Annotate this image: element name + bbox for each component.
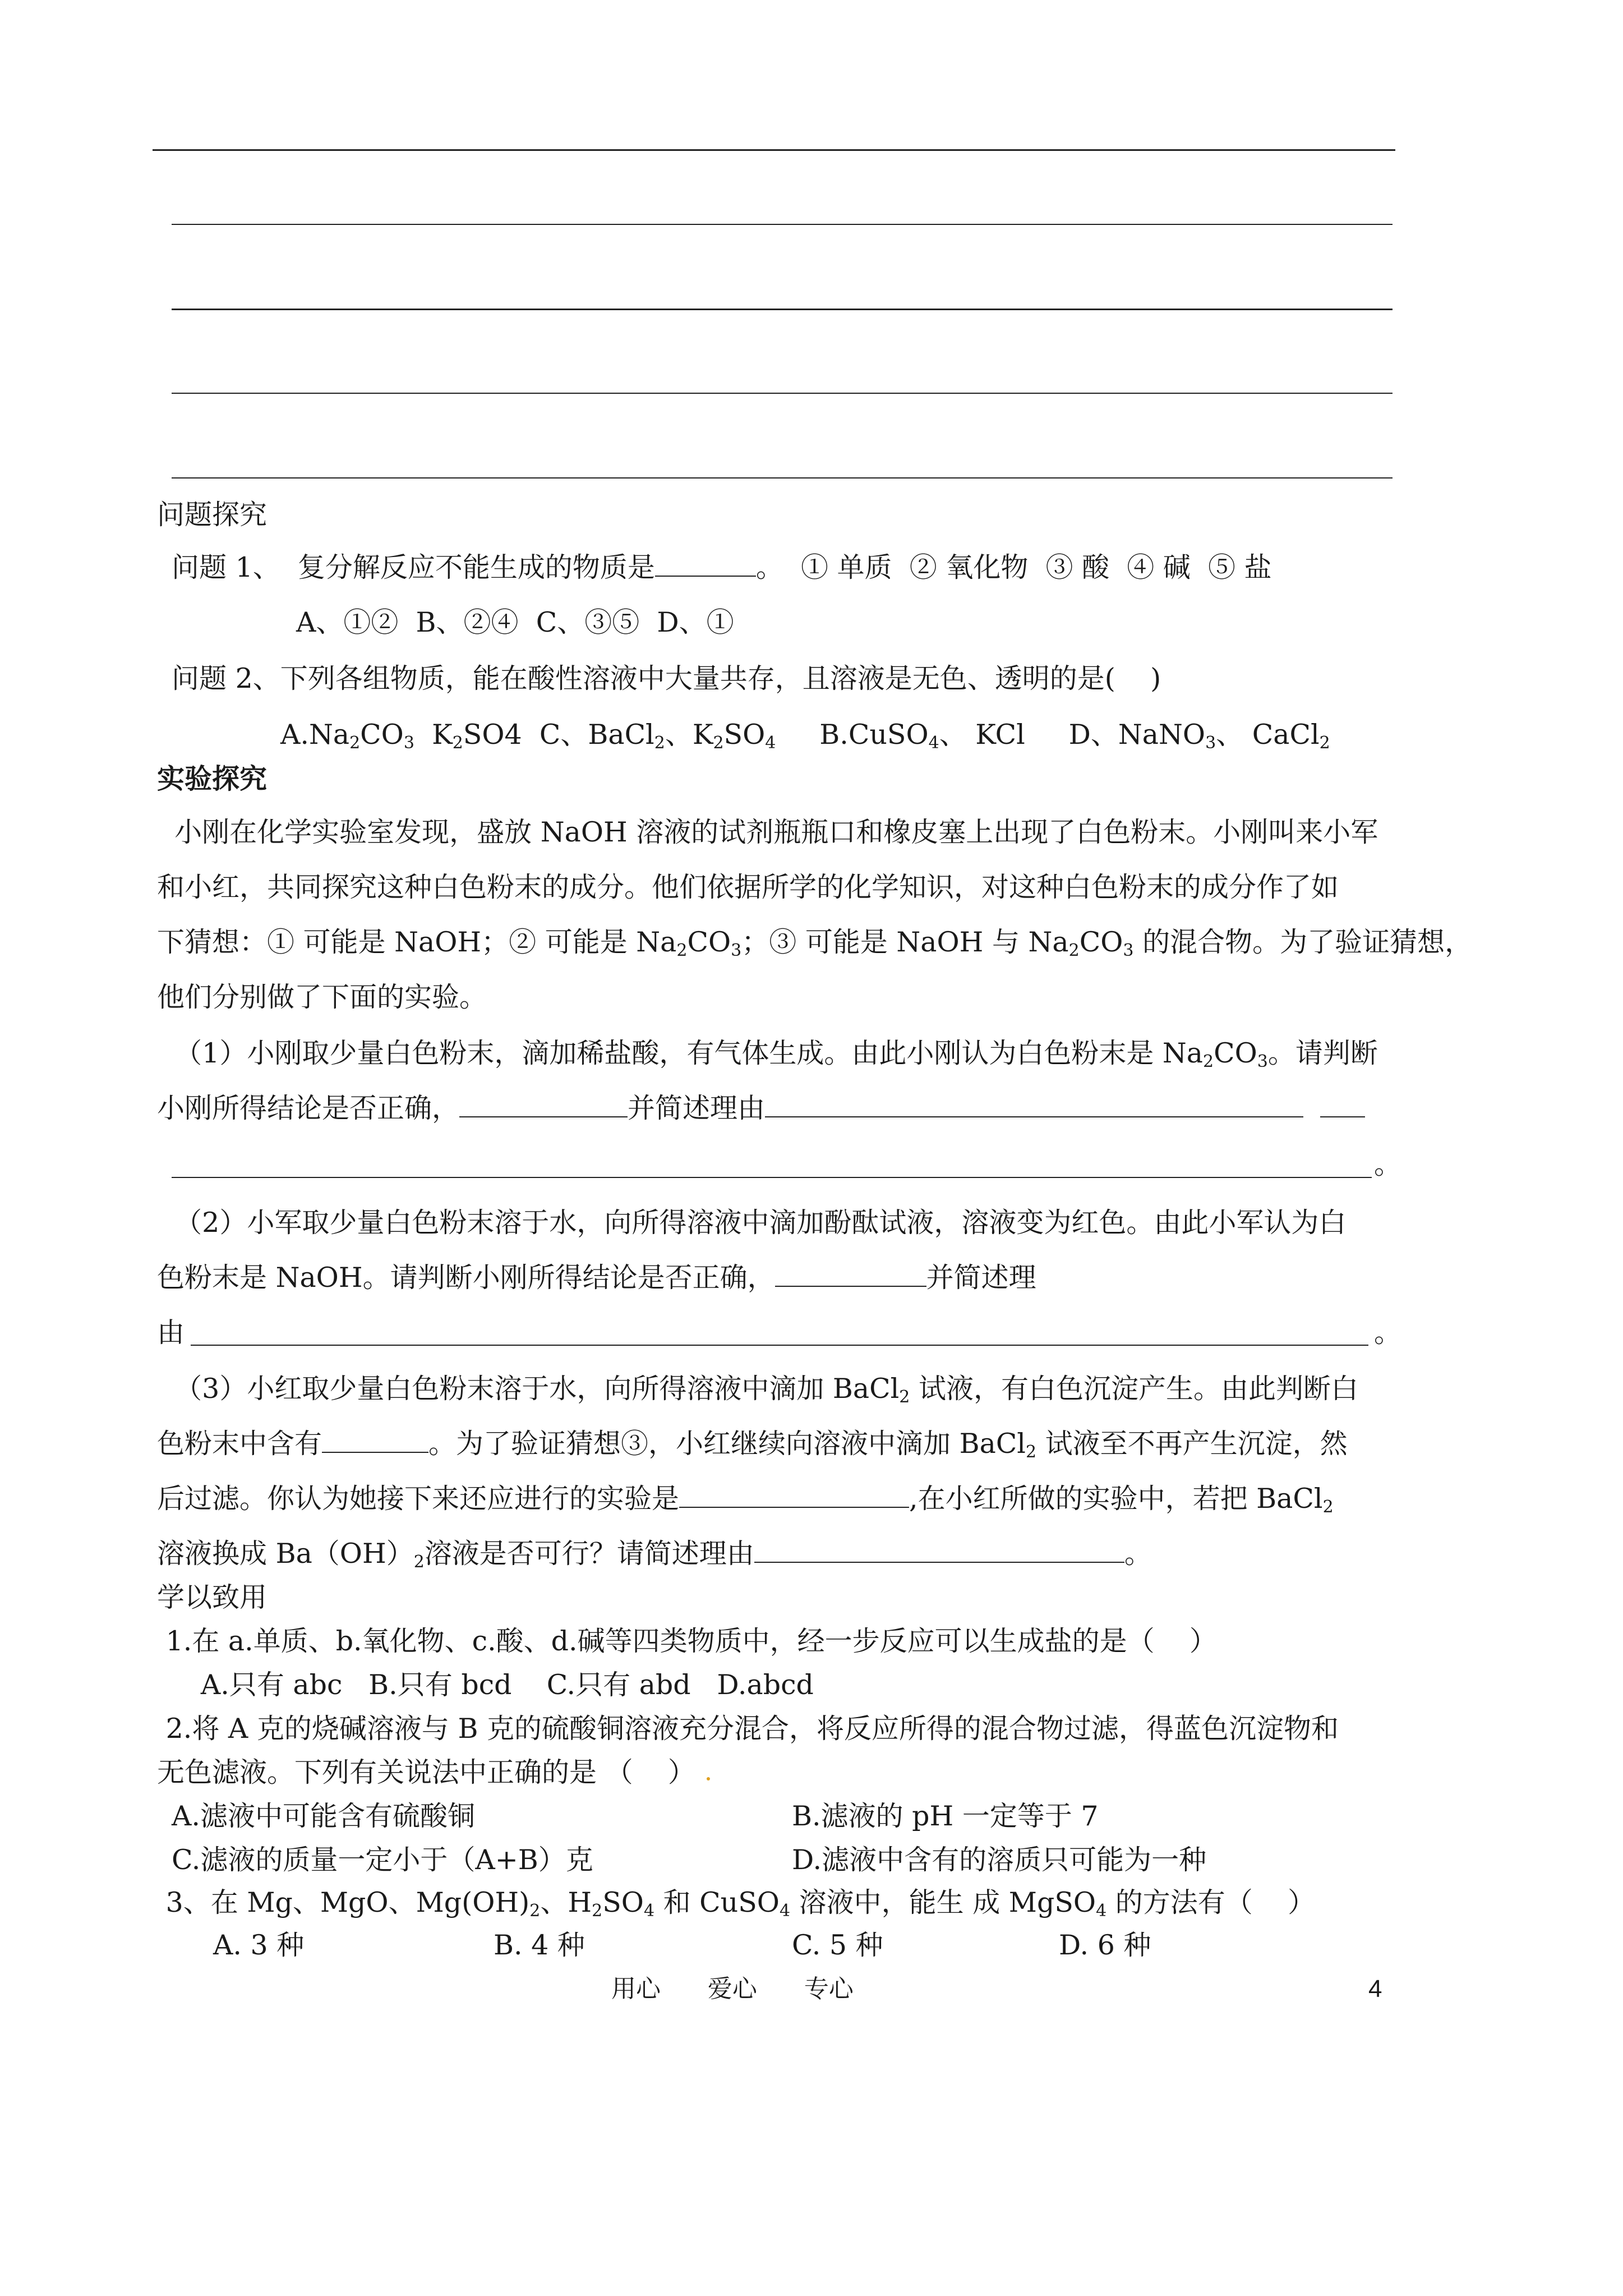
question-2-options: $A.Na_2CO_3$ $K_2SO4$ C、BaCl$_2$、$K_2SO_4$ B.CuSO$_4$、 KCl D、NaNO$_3$、 CaCl$_2$ <box>280 719 1330 753</box>
step-3-line-4: 溶液换成 $Ba(OH)_2$溶液是否可行？请简述理由 。 <box>157 1538 1152 1572</box>
step-1-line-1: （1）小刚取少量白色粉末，滴加稀盐酸，有气体生成。由此小刚认为白色粉末是 $Na_2CO_3$。请判断 <box>157 1037 1378 1071</box>
page-number: 4 <box>1368 1975 1382 2003</box>
step-2-line-2: 色粉末是 NaOH。请判断小刚所得结论是否正确， 并简述理 <box>157 1262 1036 1294</box>
apply-question-2-option-b: B.滤液的 pH 一定等于 7 <box>792 1800 1099 1832</box>
answer-blank[interactable] <box>679 1482 909 1508</box>
answer-line-4 <box>172 477 1393 478</box>
section-heading-experiment: 实验探究 <box>157 762 268 795</box>
apply-question-2-option-c: C.滤液的质量一定小于（A+B）克 <box>172 1844 593 1876</box>
answer-blank[interactable] <box>765 1092 1303 1117</box>
step-2-line-3: 由 <box>157 1317 185 1349</box>
answer-blank[interactable] <box>1320 1092 1365 1117</box>
question-2: 问题 2、下列各组物质，能在酸性溶液中大量共存，且溶液是无色、透明的是( ) <box>172 662 1161 694</box>
step-3-line-1: （3）小红取少量白色粉末溶于水，向所得溶液中滴加 BaCl$_2$ 试液，有白色沉淀产生。由此判断白 <box>157 1373 1358 1407</box>
answer-blank[interactable] <box>754 1537 1124 1563</box>
step-2-answer-line[interactable] <box>191 1345 1368 1346</box>
apply-question-2-option-a: A.滤液中可能含有硫酸铜 <box>172 1800 475 1832</box>
apply-question-3-option-b: B. 4 种 <box>494 1929 585 1961</box>
answer-line-1 <box>172 224 1393 225</box>
answer-blank[interactable] <box>775 1261 926 1287</box>
apply-question-1-options: A.只有 abc B.只有 bcd C.只有 abd D.abcd <box>157 1669 814 1701</box>
section-heading-problem: 问题探究 <box>157 499 268 531</box>
answer-blank[interactable] <box>322 1427 428 1453</box>
step-3-line-2: 色粉末中含有 。为了验证猜想③，小红继续向溶液中滴加 BaCl$_2$ 试液至不再产生沉淀，然 <box>157 1428 1348 1462</box>
apply-question-2-option-d: D.滤液中含有的溶质只可能为一种 <box>792 1844 1207 1876</box>
apply-question-1: 1.在 a.单质、b.氧化物、c.酸、d.碱等四类物质中，经一步反应可以生成盐的是（ ） <box>157 1625 1217 1657</box>
apply-question-3-option-c: C. 5 种 <box>792 1929 883 1961</box>
step-1-answer-line <box>172 1177 1372 1178</box>
experiment-para-line-2: 和小红，共同探究这种白色粉末的成分。他们依据所学的化学知识，对这种白色粉末的成分作了如 <box>157 871 1339 903</box>
answer-blank[interactable] <box>459 1092 628 1117</box>
answer-line-2 <box>172 309 1393 310</box>
apply-question-3-option-d: D. 6 种 <box>1059 1929 1151 1961</box>
step-1-end: 。 <box>1374 1148 1402 1180</box>
step-2-line-1: （2）小军取少量白色粉末溶于水，向所得溶液中滴加酚酞试液，溶液变为红色。由此小军认为白 <box>157 1207 1347 1239</box>
section-heading-apply: 学以致用 <box>157 1581 268 1613</box>
question-1: 问题 1、 复分解反应不能生成的物质是 。 ① 单质 ② 氧化物 ③ 酸 ④ 碱 ⑤ 盐 <box>172 551 1272 583</box>
footer-motto: 用心 爱心 专心 <box>611 1975 854 2003</box>
question-1-options: A、①② B、②④ C、③⑤ D、① <box>296 606 734 638</box>
orange-dot-mark <box>707 1777 710 1780</box>
step-3-line-3: 后过滤。你认为她接下来还应进行的实验是 ,在小红所做的实验中，若把 BaCl$_2$ <box>157 1483 1334 1517</box>
step-1-line-2: 小刚所得结论是否正确， 并简述理由 <box>157 1092 1365 1125</box>
answer-line-3 <box>172 393 1393 394</box>
experiment-para-line-1: 小刚在化学实验室发现，盛放 NaOH 溶液的试剂瓶瓶口和橡皮塞上出现了白色粉末。小刚叫来小军 <box>157 816 1378 848</box>
apply-question-2-line-2: 无色滤液。下列有关说法中正确的是 （ ） <box>157 1756 695 1788</box>
apply-question-3: 3、在 Mg、MgO、$Mg(OH)_2$、$H_2SO_4$ 和 CuSO$_4$ 溶液中，能生 成 MgSO$_4$ 的方法有（ ） <box>157 1887 1316 1921</box>
experiment-para-line-4: 他们分别做了下面的实验。 <box>157 981 487 1013</box>
apply-question-2-line-1: 2.将 A 克的烧碱溶液与 B 克的硫酸铜溶液充分混合，将反应所得的混合物过滤，得蓝色沉淀物和 <box>157 1713 1339 1745</box>
top-rule <box>153 149 1395 151</box>
apply-question-3-option-a: A. 3 种 <box>213 1929 305 1961</box>
step-2-end: 。 <box>1374 1317 1402 1349</box>
answer-blank[interactable] <box>655 551 756 577</box>
experiment-para-line-3: 下猜想：① 可能是 NaOH；② 可能是 $Na_2CO_3$；③ 可能是 NaOH 与 $Na_2CO_3$ 的混合物。为了验证猜想， <box>157 926 1473 960</box>
